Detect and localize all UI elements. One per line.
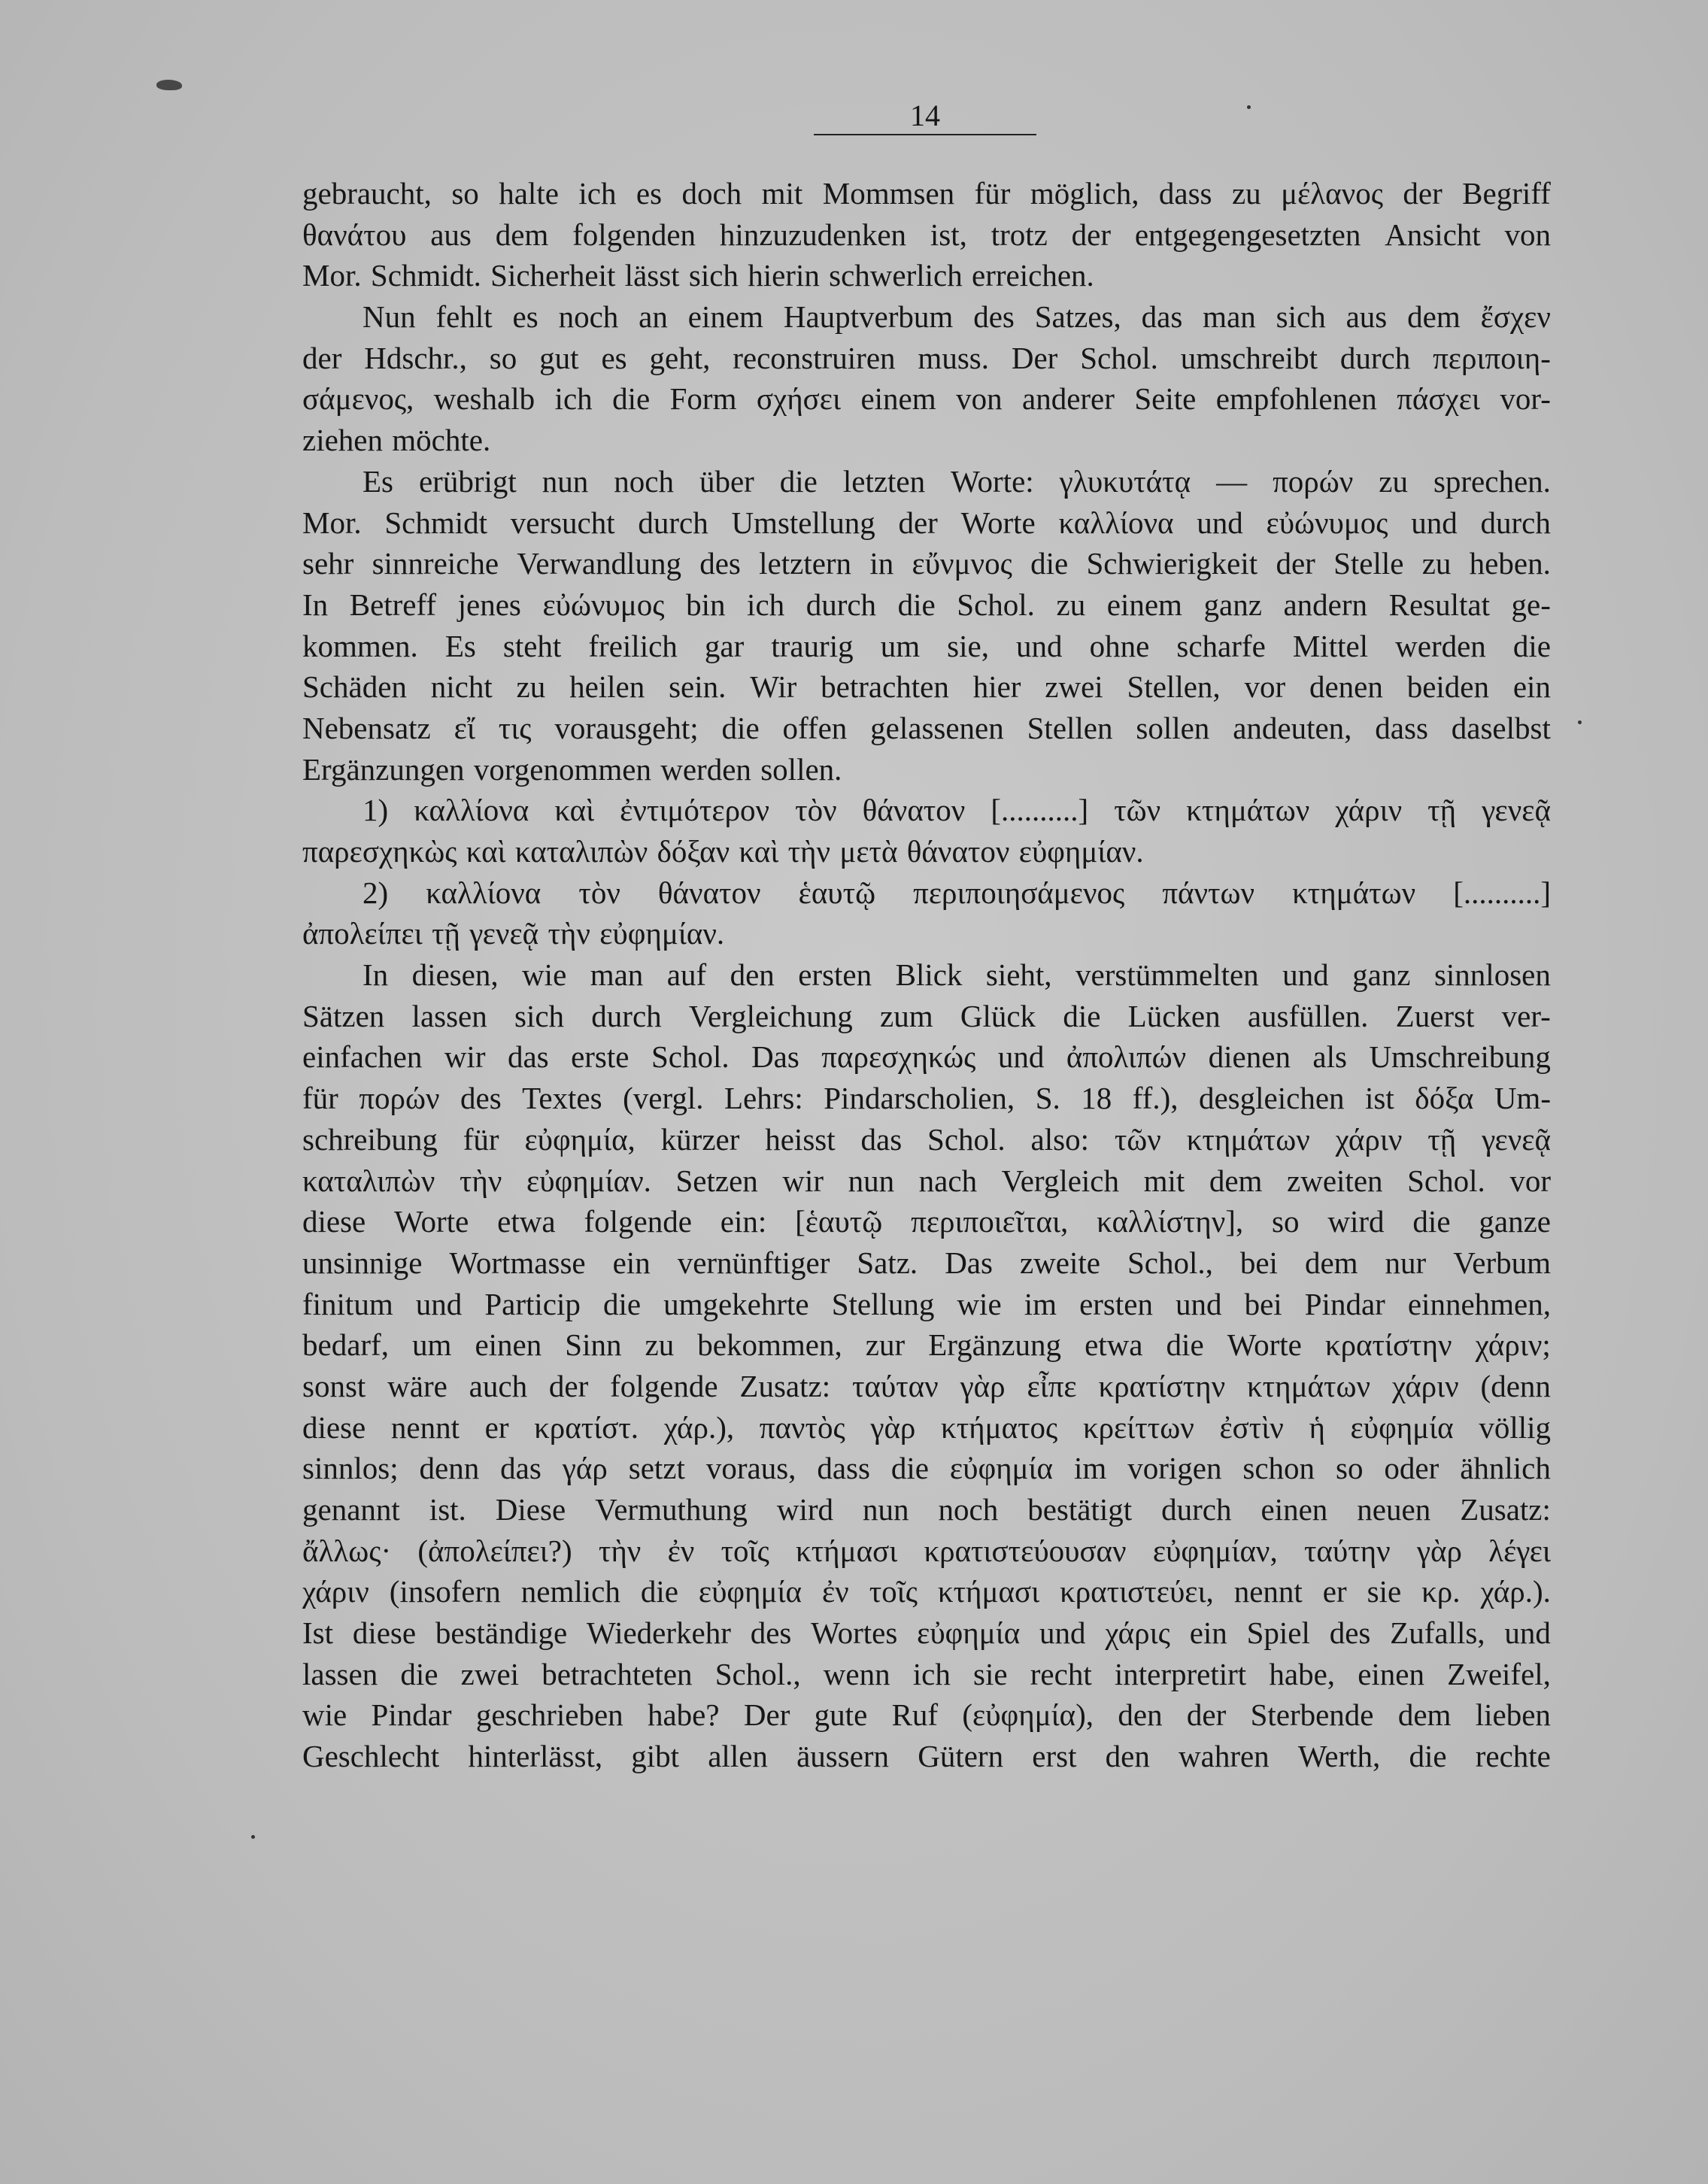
text-line: diese nennt er κρατίστ. χάρ.), παντὸς γὰρ κτήματος κρείττων ἐστὶν ἡ εὐφημία völlig	[302, 1409, 1551, 1445]
text-line: σάμενος, weshalb ich die Form σχήσει einem von anderer Seite empfohlenen πάσχει vor-	[302, 381, 1551, 417]
text-line: Sätzen lassen sich durch Vergleichung zum Glück die Lücken ausfüllen. Zuerst ver-	[302, 998, 1551, 1033]
text-line: Mor. Schmidt. Sicherheit lässt sich hierin schwerlich erreichen.	[302, 258, 1094, 293]
text-line: unsinnige Wortmasse ein vernünftiger Satz. Das zweite Schol., bei dem nur Verbum	[302, 1245, 1551, 1280]
text-line: καταλιπὼν τὴν εὐφημίαν. Setzen wir nun nach Vergleich mit dem zweiten Schol. vor	[302, 1163, 1551, 1198]
text-line: Nebensatz εἴ τις vorausgeht; die offen gelassenen Stellen sollen andeuten, dass daselbst	[302, 710, 1551, 745]
text-line: kommen. Es steht freilich gar traurig um sie, und ohne scharfe Mittel werden die	[302, 628, 1551, 663]
text-line: schreibung für εὐφημία, kürzer heisst das Schol. also: τῶν κτημάτων χάριν τῇ γενεᾷ	[302, 1121, 1551, 1157]
text-line: θανάτου aus dem folgenden hinzuzudenken ist, trotz der entgegengesetzten Ansicht von	[302, 217, 1551, 252]
text-line: sinnlos; denn das γάρ setzt voraus, dass die εὐφημία im vorigen schon so oder ähnlich	[302, 1451, 1551, 1486]
text-line: bedarf, um einen Sinn zu bekommen, zur Ergänzung etwa die Worte κρατίστην χάριν;	[302, 1327, 1551, 1363]
text-line: genannt ist. Diese Vermuthung wird nun noch bestätigt durch einen neuen Zusatz:	[302, 1492, 1551, 1527]
page-number: 14	[910, 99, 940, 132]
text-line: Es erübrigt nun noch über die letzten Worte: γλυκυτάτᾳ — πορών zu sprechen.	[363, 463, 1551, 499]
text-line: χάριν (insofern nemlich die εὐφημία ἐν τοῖς κτήμασι κρατιστεύει, nennt er sie κρ. χάρ.).	[302, 1574, 1551, 1609]
ink-speck	[1247, 105, 1251, 109]
text-line: ἄλλως· (ἀπολείπει?) τὴν ἐν τοῖς κτήμασι κρατιστεύουσαν εὐφημίαν, ταύτην γὰρ λέγει	[302, 1533, 1551, 1568]
text-line: Ergänzungen vorgenommen werden sollen.	[302, 751, 842, 787]
text-line: sehr sinnreiche Verwandlung des letztern in εὔνμνος die Schwierigkeit der Stelle zu heben.	[302, 546, 1551, 581]
text-line: 2) καλλίονα τὸν θάνατον ἑαυτῷ περιποιησάμενος πάντων κτημάτων [..........]	[363, 875, 1551, 910]
text-line: ziehen möchte.	[302, 423, 491, 458]
text-line: παρεσχηκὼς καὶ καταλιπὼν δόξαν καὶ τὴν μετὰ θάνατον εὐφημίαν.	[302, 834, 1144, 869]
text-line: In diesen, wie man auf den ersten Blick sieht, verstümmelten und ganz sinnlosen	[363, 957, 1551, 993]
text-line: Schäden nicht zu heilen sein. Wir betrachten hier zwei Stellen, vor denen beiden ein	[302, 669, 1551, 705]
text-line: Mor. Schmidt versucht durch Umstellung der Worte καλλίονα und εὐώνυμος und durch	[302, 505, 1551, 540]
text-line: Geschlecht hinterlässt, gibt allen äussern Gütern erst den wahren Werth, die rechte	[302, 1739, 1551, 1774]
ink-blot	[156, 80, 182, 90]
text-line: gebraucht, so halte ich es doch mit Mommsen für möglich, dass zu μέλανος der Begriff	[302, 176, 1551, 211]
text-line: Nun fehlt es noch an einem Hauptverbum des Satzes, das man sich aus dem ἔσχεν	[363, 299, 1551, 335]
text-line: finitum und Particip die umgekehrte Stellung wie im ersten und bei Pindar einnehmen,	[302, 1286, 1551, 1321]
ink-speck	[1578, 720, 1582, 724]
ink-speck	[251, 1835, 255, 1839]
text-line: sonst wäre auch der folgende Zusatz: ταύταν γὰρ εἶπε κρατίστην κτημάτων χάριν (denn	[302, 1368, 1551, 1403]
text-line: einfachen wir das erste Schol. Das παρεσχηκώς und ἀπολιπών dienen als Umschreibung	[302, 1039, 1551, 1075]
page-number-rule	[814, 134, 1036, 135]
text-line: diese Worte etwa folgende ein: [ἑαυτῷ περιποιεῖται, καλλίστην], so wird die ganze	[302, 1204, 1551, 1239]
text-line: lassen die zwei betrachteten Schol., wenn ich sie recht interpretirt habe, einen Zweifel,	[302, 1656, 1551, 1691]
text-line: 1) καλλίονα καὶ ἐντιμότερον τὸν θάνατον [..........] τῶν κτημάτων χάριν τῇ γενεᾷ	[363, 793, 1551, 828]
text-line: für πορών des Textes (vergl. Lehrs: Pindarscholien, S. 18 ff.), desgleichen ist δόξα Um-	[302, 1081, 1551, 1116]
body-text	[302, 173, 1551, 1777]
text-line: Ist diese beständige Wiederkehr des Wortes εὐφημία und χάρις ein Spiel des Zufalls, und	[302, 1615, 1551, 1651]
text-line: ἀπολείπει τῇ γενεᾷ τὴν εὐφημίαν.	[302, 916, 725, 951]
text-line: In Betreff jenes εὐώνυμος bin ich durch die Schol. zu einem ganz andern Resultat ge-	[302, 587, 1551, 622]
text-line: wie Pindar geschrieben habe? Der gute Ruf (εὐφημία), den der Sterbende dem lieben	[302, 1697, 1551, 1733]
text-line: der Hdschr., so gut es geht, reconstruiren muss. Der Schol. umschreibt durch περιποιη-	[302, 340, 1551, 375]
